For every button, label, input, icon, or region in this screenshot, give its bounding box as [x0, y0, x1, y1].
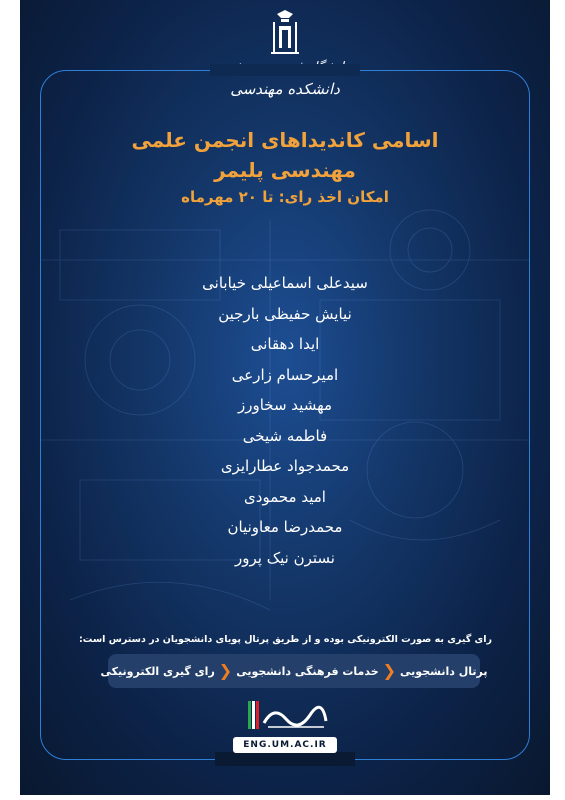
candidate-name: نیایش حفیظی بارجین	[218, 304, 352, 323]
portal-step-cultural-services: خدمات فرهنگی دانشجویی	[236, 664, 379, 678]
candidate-name: امید محمودی	[244, 487, 326, 506]
faculty-name: دانشکده مهندسی	[230, 80, 340, 98]
arrow-left-icon: ❮	[382, 661, 397, 680]
faculty-logo-icon	[244, 697, 330, 733]
arrow-left-icon: ❮	[218, 661, 233, 680]
candidate-name: نسترن نیک پرور	[235, 548, 335, 567]
university-logo-icon	[255, 8, 315, 58]
poster-title: اسامی کاندیداهای انجمن علمی	[131, 128, 439, 152]
portal-path	[100, 654, 488, 688]
frame-top-gap	[210, 64, 360, 76]
website-url: ENG.UM.AC.IR	[233, 737, 337, 753]
frame-bottom-gap	[215, 752, 355, 766]
candidate-name: سیدعلی اسماعیلی خیابانی	[202, 274, 368, 292]
portal-step-electronic-voting: رای گیری الکترونیکی	[100, 664, 215, 678]
candidate-name: ایدا دهقانی	[250, 335, 320, 353]
voting-note: رای گیری به صورت الکترونیکی بوده و از طریق پرتال پویای دانشجویان در دسترس است:	[78, 634, 492, 645]
voting-deadline: امکان اخذ رای: تا ۲۰ مهرماه	[181, 188, 389, 206]
candidate-list	[20, 268, 550, 573]
candidate-name: محمدرضا معاونیان	[227, 518, 343, 536]
candidate-name: مهشید سخاورز	[237, 396, 333, 414]
poster	[20, 0, 550, 795]
candidate-name: فاطمه شیخی	[242, 426, 328, 445]
poster-subtitle: مهندسی پلیمر	[214, 158, 356, 182]
candidate-name: امیرحسام زارعی	[231, 365, 339, 384]
portal-step-student-portal: پرتال دانشجویی	[400, 664, 488, 678]
candidate-name: محمدجواد عطارایزی	[220, 457, 350, 475]
